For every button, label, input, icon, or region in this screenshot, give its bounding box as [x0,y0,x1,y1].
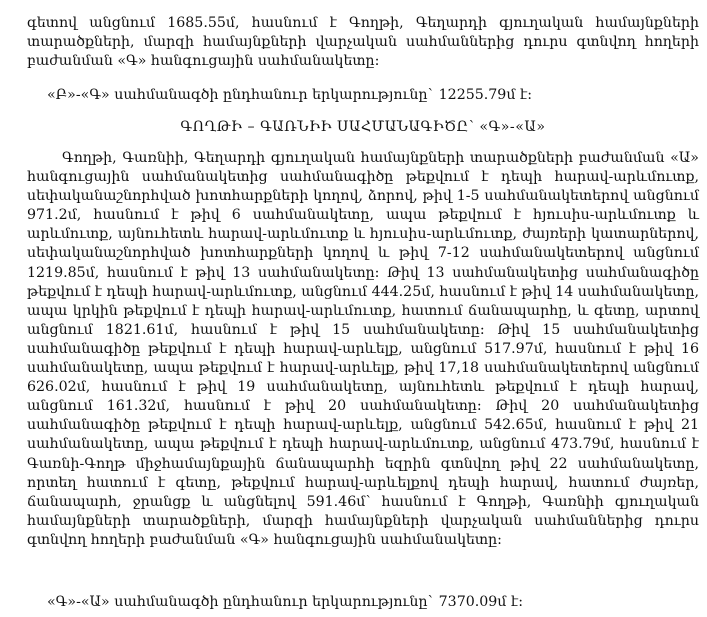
segment-g-a-length-label: «Գ»-«Ա» սահմանագծի ընդհանուր երկարությունը՝ [47,594,433,610]
boundary-description-paragraph: Գողթի, Գառնիի, Գեղարդի գյուղական համայնքների տարածքների բաժանման «Ա» հանգուցային սահմանակետից սահմանագիծը թեքվում է դեպի հարավ-արևմուտք, սեփականաշնորհված խոտհարքների կողով, ձորով, թիվ 1-5 սահմանակետերով անցնում 971.2մ, հասնում է թիվ 6 սահմանակետը, ապա թեքվում է հյուսիս-արևմուտք և արևմուտք, այնուհետև հարավ-արևմուտք և հյուսիս-արևմուտք, ժայռերի կատարներով, սեփականաշնորհված խոտհարքների կողով և թիվ 7-12 սահմանակետերով անցնում 1219.85մ, հասնում է թիվ 13 սահմանակետը: Թիվ 13 սահմանակետից սահմանագիծը թեքվում է դեպի հարավ-արևմուտք, անցնում 444.25մ, հասնում է թիվ 14 սահմանակետը, ապա կրկին թեքվում է դեպի հարավ-արևմուտք, հատում ճանապարհը, և գետը, արտով անցնում 1821.61մ, հասնում է թիվ 15 սահմանակետը: Թիվ 15 սահմանակետից սահմանագիծը թեքվում է դեպի հարավ-արևելք, անցնում 517.97մ, հասնում է թիվ 16 սահմանակետը, ապա թեքվում է հարավ-արևելք, թիվ 17,18 սահմանակետերով անցնում 626.02մ, հասնում է թիվ 19 սահմանակետը, այնուհետև թեքվում է դեպի հարավ, անցնում 161.32մ, հասնում է թիվ 20 սահմանակետը: Թիվ 20 սահմանակետից սահմանագիծը թեքվում է դեպի հարավ-արևելք, անցնում 542.65մ, հասնում է թիվ 21 սահմանակետը, ապա թեքվում է դեպի հարավ-արևմուտք, անցնում 473.79մ, հասնում է Գառնի-Գողթ միջհամայնքային ճանապարհի եզրին գտնվող թիվ 22 սահմանակետը, որտեղ հատում է գետը, թեքվում հարավ-արևելքով դեպի հարավ, հատում ժայռեր, ճանապարհ, ջրանցք և անցնելով 591.46մ՝ հասնում է Գողթի, Գառնիի գյուղական համայնքների տարածքների, մարզի համայնքների վարչական սահմաններից դուրս գտնվող հողերի բաժանման «Գ» հանգուցային սահմանակետը: [27,150,699,548]
paragraph-continuation: գետով անցնում 1685.55մ, հասնում է Գողթի, Գեղարդի գյուղական համայնքների տարածքների, մարզի համայնքների վարչական սահմաններից դուրս գտնվող հողերի բաժանման «Գ» հանգուցային սահմանակետը: [27,15,699,70]
segment-b-g-total-length [47,86,699,105]
segment-b-g-length-label: «Բ»-«Գ» սահմանագծի ընդհանուր երկարությունը՝ [47,87,433,103]
section-heading: ԳՈՂԹԻ – ԳԱՌՆԻԻ ՍԱՀՄԱՆԱԳԻԾԸ՝ «Գ»-«Ա» [180,119,546,135]
segment-g-a-total-length [47,593,699,612]
segment-b-g-length-value: 12255.79մ է: [438,87,532,103]
segment-g-a-length-value: 7370.09մ է: [438,594,523,610]
